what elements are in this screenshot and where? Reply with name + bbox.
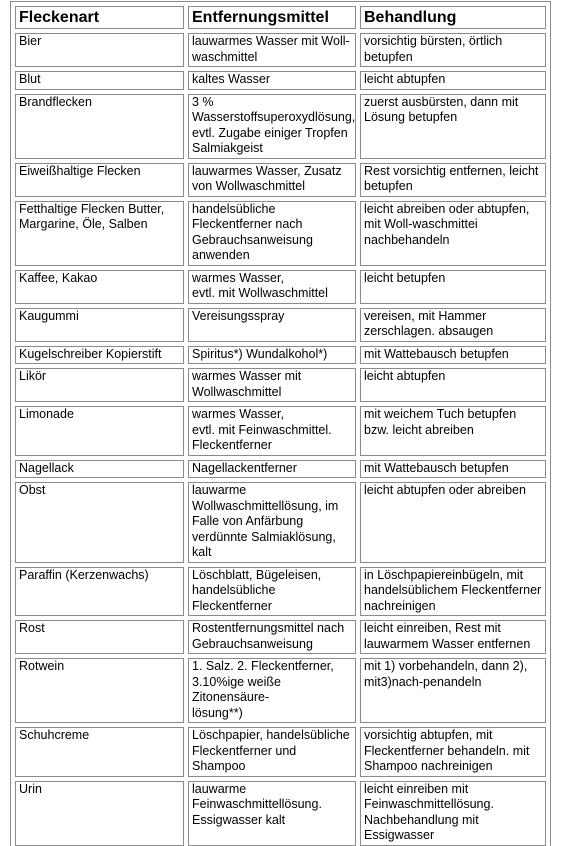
stain-removal-table xyxy=(10,1,551,846)
header-fleckenart: Fleckenart xyxy=(15,6,184,29)
cell-entfernungsmittel: lauwarme Feinwaschmittellösung. Essigwasser kalt xyxy=(188,781,356,846)
cell-entfernungsmittel: warmes Wasser, evtl. mit Wollwaschmittel xyxy=(188,270,356,304)
cell-behandlung: mit 1) vorbehandeln, dann 2), mit3)nach-penandeln xyxy=(360,658,546,723)
cell-fleckenart: Kaffee, Kakao xyxy=(15,270,184,304)
cell-behandlung: Rest vorsichtig entfernen, leicht betupfen xyxy=(360,163,546,197)
cell-behandlung: leicht einreiben mit Feinwaschmittellösung. Nachbehandlung mit Essigwasser xyxy=(360,781,546,846)
table-row xyxy=(15,346,546,365)
cell-entfernungsmittel: Rostentfernungsmittel nach Gebrauchsanweisung xyxy=(188,620,356,654)
table-row xyxy=(15,94,546,159)
cell-fleckenart: Brandflecken xyxy=(15,94,184,159)
cell-fleckenart: Rotwein xyxy=(15,658,184,723)
cell-fleckenart: Obst xyxy=(15,482,184,563)
cell-entfernungsmittel: 1. Salz. 2. Fleckentferner, 3.10%ige weiße Zitonensäure- lösung**) xyxy=(188,658,356,723)
table-row xyxy=(15,33,546,67)
cell-entfernungsmittel: Löschblatt, Bügeleisen, handelsübliche Fleckentferner xyxy=(188,567,356,617)
cell-entfernungsmittel: 3 % Wasserstoffsuperoxydlösung, evtl. Zugabe einiger Tropfen Salmiakgeist xyxy=(188,94,356,159)
table-row xyxy=(15,308,546,342)
table-row xyxy=(15,368,546,402)
table-row xyxy=(15,567,546,617)
cell-fleckenart: Urin xyxy=(15,781,184,846)
cell-behandlung: mit Wattebausch betupfen xyxy=(360,460,546,479)
cell-entfernungsmittel: lauwarmes Wasser, Zusatz von Wollwaschmittel xyxy=(188,163,356,197)
header-behandlung: Behandlung xyxy=(360,6,546,29)
cell-behandlung: leicht einreiben, Rest mit lauwarmem Wasser entfernen xyxy=(360,620,546,654)
table-row xyxy=(15,460,546,479)
cell-entfernungsmittel: Spiritus*) Wundalkohol*) xyxy=(188,346,356,365)
cell-behandlung: zuerst ausbürsten, dann mit Lösung betupfen xyxy=(360,94,546,159)
table-row xyxy=(15,727,546,777)
cell-entfernungsmittel: Nagellackentferner xyxy=(188,460,356,479)
cell-behandlung: mit Wattebausch betupfen xyxy=(360,346,546,365)
cell-entfernungsmittel: Löschpapier, handelsübliche Fleckentferner und Shampoo xyxy=(188,727,356,777)
table-row xyxy=(15,658,546,723)
table-body xyxy=(15,33,546,846)
cell-behandlung: vorsichtig bürsten, örtlich betupfen xyxy=(360,33,546,67)
cell-fleckenart: Rost xyxy=(15,620,184,654)
cell-fleckenart: Eiweißhaltige Flecken xyxy=(15,163,184,197)
table-row xyxy=(15,201,546,266)
table-header-row xyxy=(15,6,546,29)
cell-behandlung: leicht abtupfen oder abreiben xyxy=(360,482,546,563)
cell-fleckenart: Kaugummi xyxy=(15,308,184,342)
cell-entfernungsmittel: warmes Wasser mit Wollwaschmittel xyxy=(188,368,356,402)
cell-behandlung: leicht betupfen xyxy=(360,270,546,304)
cell-entfernungsmittel: lauwarme Wollwaschmittellösung, im Falle von Anfärbung verdünnte Salmiaklösung, kalt xyxy=(188,482,356,563)
table-row xyxy=(15,781,546,846)
cell-fleckenart: Nagellack xyxy=(15,460,184,479)
cell-fleckenart: Blut xyxy=(15,71,184,90)
table-row xyxy=(15,406,546,456)
cell-fleckenart: Kugelschreiber Kopierstift xyxy=(15,346,184,365)
cell-behandlung: leicht abtupfen xyxy=(360,71,546,90)
cell-behandlung: in Löschpapiereinbügeln, mit handelsüblichem Fleckentferner nachreinigen xyxy=(360,567,546,617)
cell-behandlung: mit weichem Tuch betupfen bzw. leicht abreiben xyxy=(360,406,546,456)
table-row xyxy=(15,270,546,304)
table-row xyxy=(15,163,546,197)
cell-fleckenart: Schuhcreme xyxy=(15,727,184,777)
cell-fleckenart: Bier xyxy=(15,33,184,67)
cell-entfernungsmittel: warmes Wasser, evtl. mit Feinwaschmittel. Fleckentferner xyxy=(188,406,356,456)
cell-behandlung: vereisen, mit Hammer zerschlagen. absaugen xyxy=(360,308,546,342)
cell-behandlung: vorsichtig abtupfen, mit Fleckentferner behandeln. mit Shampoo nachreinigen xyxy=(360,727,546,777)
table-row xyxy=(15,71,546,90)
cell-entfernungsmittel: Vereisungsspray xyxy=(188,308,356,342)
header-entfernungsmittel: Entfernungsmittel xyxy=(188,6,356,29)
cell-fleckenart: Paraffin (Kerzenwachs) xyxy=(15,567,184,617)
cell-behandlung: leicht abtupfen xyxy=(360,368,546,402)
table-row xyxy=(15,620,546,654)
cell-entfernungsmittel: lauwarmes Wasser mit Woll-waschmittel xyxy=(188,33,356,67)
table-row xyxy=(15,482,546,563)
cell-fleckenart: Fetthaltige Flecken Butter, Margarine, Öle, Salben xyxy=(15,201,184,266)
cell-fleckenart: Limonade xyxy=(15,406,184,456)
cell-entfernungsmittel: kaltes Wasser xyxy=(188,71,356,90)
cell-fleckenart: Likör xyxy=(15,368,184,402)
cell-entfernungsmittel: handelsübliche Fleckentferner nach Gebrauchsanweisung anwenden xyxy=(188,201,356,266)
cell-behandlung: leicht abreiben oder abtupfen, mit Woll-waschmittei nachbehandeln xyxy=(360,201,546,266)
